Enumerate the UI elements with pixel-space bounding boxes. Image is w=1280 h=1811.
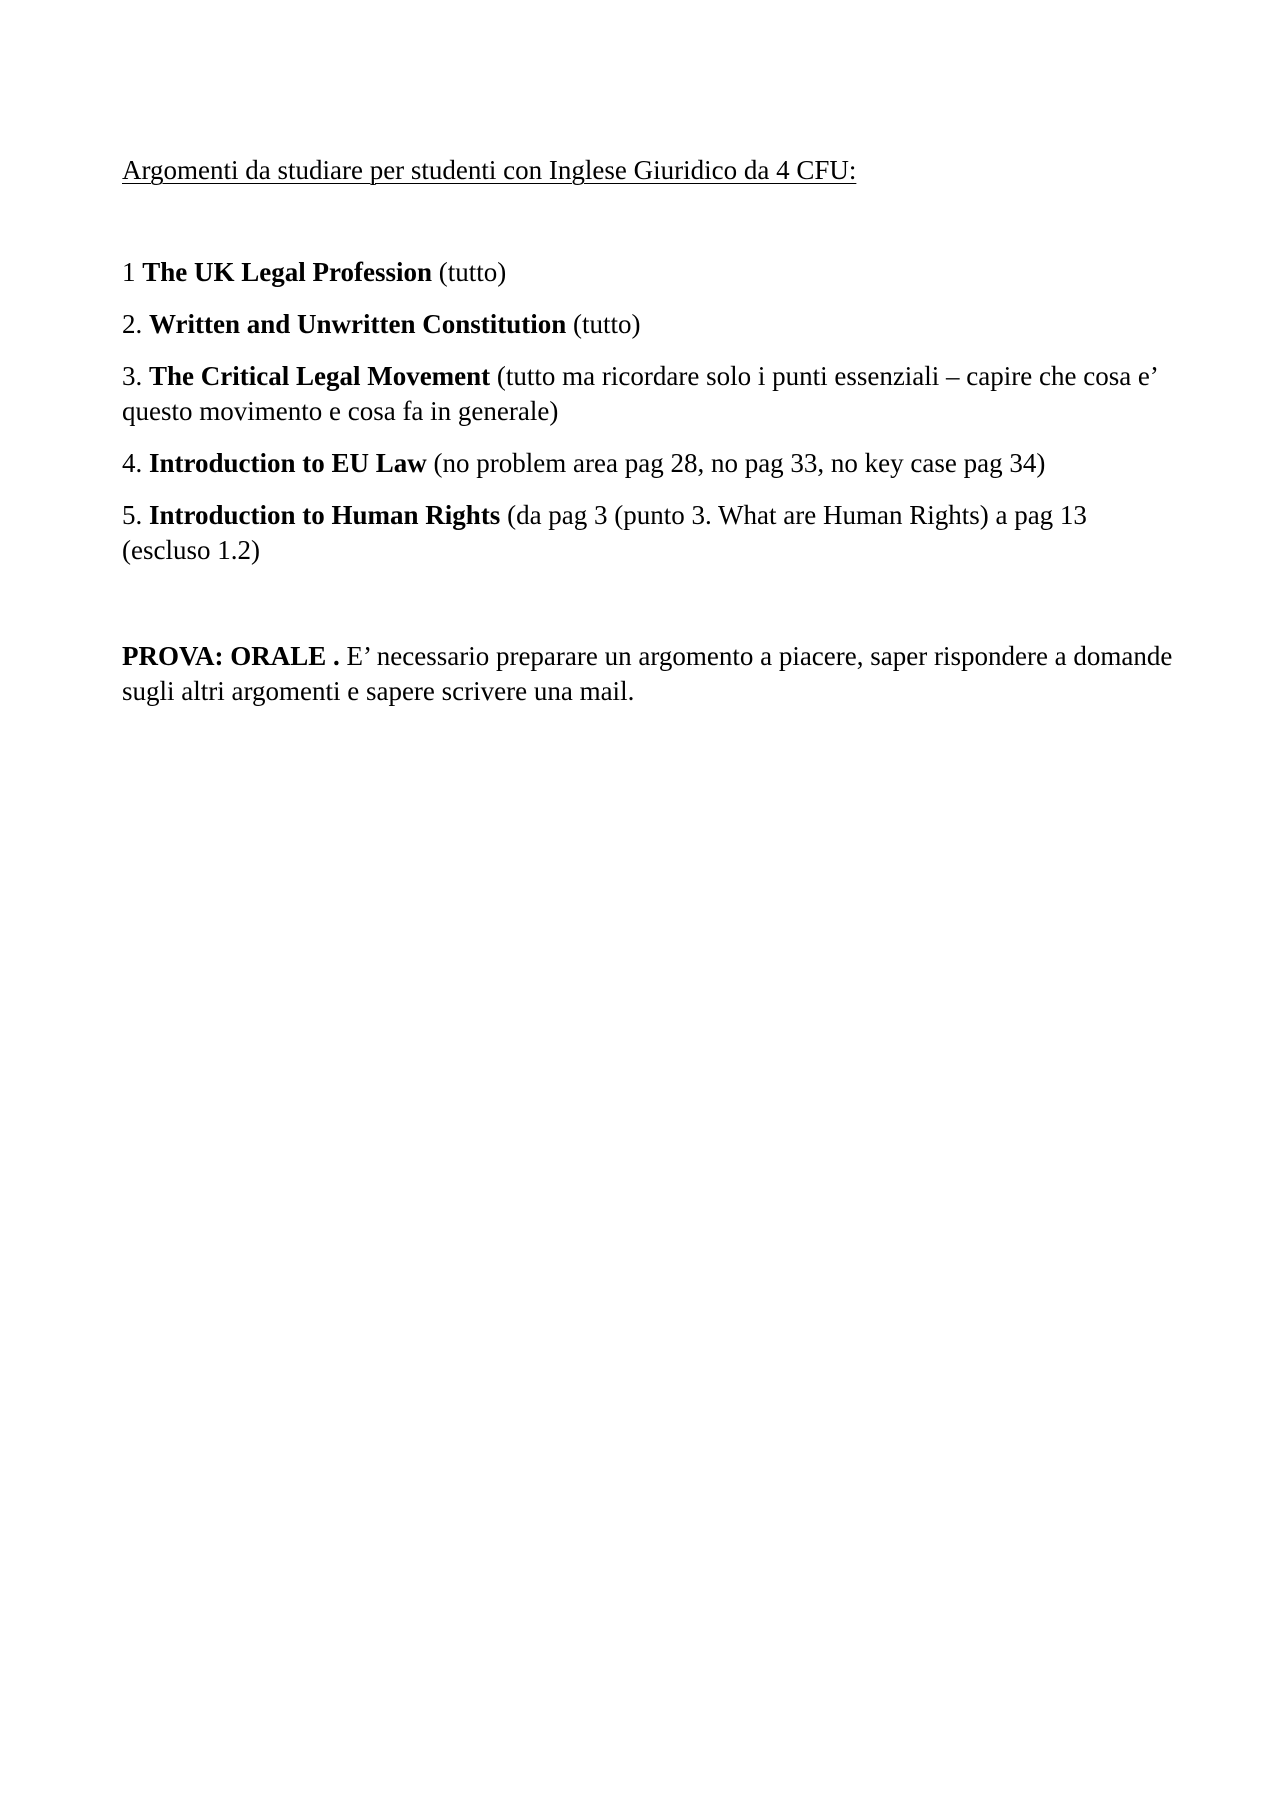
exam-info xyxy=(122,639,1182,709)
topic-number: 5. xyxy=(122,500,143,530)
topic-item xyxy=(122,498,1182,568)
topic-number: 2. xyxy=(122,309,143,339)
topic-item xyxy=(122,446,1182,481)
topic-note: (da pag 3 (punto 3. What are Human Rights) a pag 13 (escluso 1.2) xyxy=(122,500,1087,565)
topic-title: Introduction to Human Rights xyxy=(149,500,501,530)
topic-item xyxy=(122,359,1182,429)
topic-number: 3. xyxy=(122,361,143,391)
topic-list xyxy=(122,255,1182,585)
page-heading: Argomenti da studiare per studenti con Inglese Giuridico da 4 CFU: xyxy=(122,155,857,185)
topic-note: (tutto ma ricordare solo i punti essenziali – capire che cosa e’ questo movimento e cosa fa in generale) xyxy=(122,361,1157,426)
topic-note: (tutto) xyxy=(438,257,507,287)
topic-item xyxy=(122,307,1182,342)
topic-number: 4. xyxy=(122,448,143,478)
topic-item xyxy=(122,255,1182,290)
topic-title: Introduction to EU Law xyxy=(149,448,427,478)
topic-title: The Critical Legal Movement xyxy=(149,361,491,391)
topic-title: Written and Unwritten Constitution xyxy=(149,309,567,339)
topic-title: The UK Legal Profession xyxy=(142,257,432,287)
exam-label: PROVA: ORALE . xyxy=(122,641,340,671)
topic-note: (tutto) xyxy=(573,309,641,339)
topic-note: (no problem area pag 28, no pag 33, no key case pag 34) xyxy=(433,448,1046,478)
topic-number: 1 xyxy=(122,257,136,287)
exam-text: E’ necessario preparare un argomento a piacere, saper rispondere a domande sugli altri argomenti e sapere scrivere una mail. xyxy=(122,641,1173,706)
